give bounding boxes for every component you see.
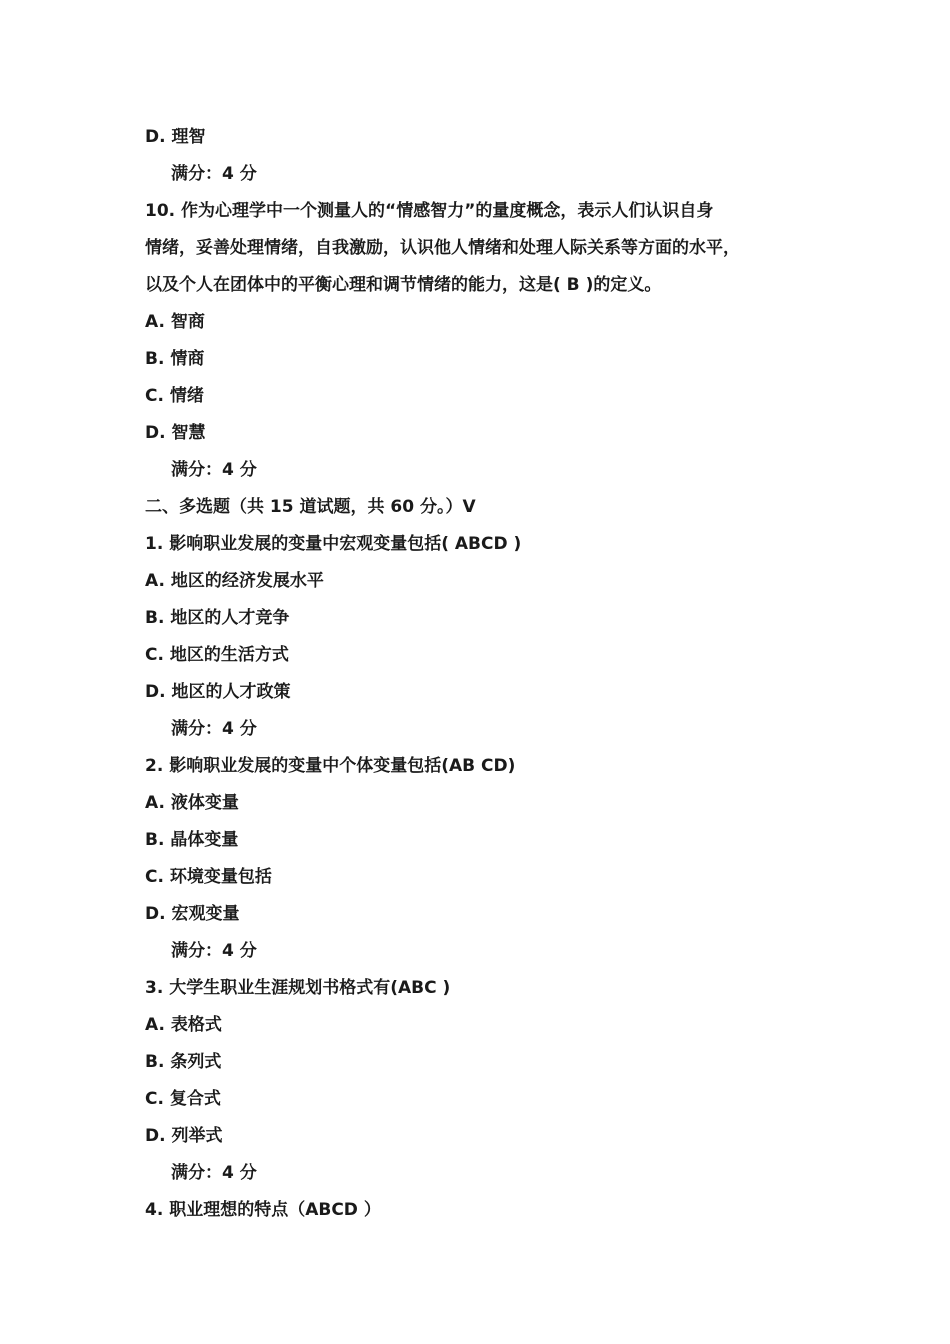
option-line: A. 地区的经济发展水平 xyxy=(145,571,324,591)
question-line: 1. 影响职业发展的变量中宏观变量包括( ABCD ) xyxy=(145,534,522,554)
question-line: 3. 大学生职业生涯规划书格式有(ABC ) xyxy=(145,978,451,998)
option-line: D. 地区的人才政策 xyxy=(145,682,291,702)
score-line: 满分：4 分 xyxy=(171,460,257,480)
question-line: 4. 职业理想的特点（ABCD ） xyxy=(145,1200,381,1220)
option-line: C. 地区的生活方式 xyxy=(145,645,289,665)
question-line: 以及个人在团体中的平衡心理和调节情绪的能力，这是( B )的定义。 xyxy=(145,275,662,295)
score-line: 满分：4 分 xyxy=(171,719,257,739)
option-line: B. 地区的人才竞争 xyxy=(145,608,290,628)
option-line: D. 列举式 xyxy=(145,1126,223,1146)
option-line: A. 智商 xyxy=(145,312,205,332)
option-line: D. 理智 xyxy=(145,127,206,147)
question-line: 情绪，妥善处理情绪，自我激励，认识他人情绪和处理人际关系等方面的水平， xyxy=(145,238,740,258)
score-line: 满分：4 分 xyxy=(171,941,257,961)
option-line: B. 晶体变量 xyxy=(145,830,239,850)
option-line: B. 情商 xyxy=(145,349,205,369)
question-line: 2. 影响职业发展的变量中个体变量包括(AB CD) xyxy=(145,756,516,776)
option-line: D. 智慧 xyxy=(145,423,206,443)
question-line: 10. 作为心理学中一个测量人的“情感智力”的量度概念，表示人们认识自身 xyxy=(145,201,714,221)
option-line: C. 复合式 xyxy=(145,1089,221,1109)
score-line: 满分：4 分 xyxy=(171,1163,257,1183)
option-line: B. 条列式 xyxy=(145,1052,222,1072)
option-line: A. 液体变量 xyxy=(145,793,239,813)
option-line: C. 环境变量包括 xyxy=(145,867,272,887)
option-line: A. 表格式 xyxy=(145,1015,222,1035)
section-heading: 二、多选题（共 15 道试题，共 60 分。）V xyxy=(145,497,476,517)
option-line: C. 情绪 xyxy=(145,386,204,406)
option-line: D. 宏观变量 xyxy=(145,904,240,924)
score-line: 满分：4 分 xyxy=(171,164,257,184)
